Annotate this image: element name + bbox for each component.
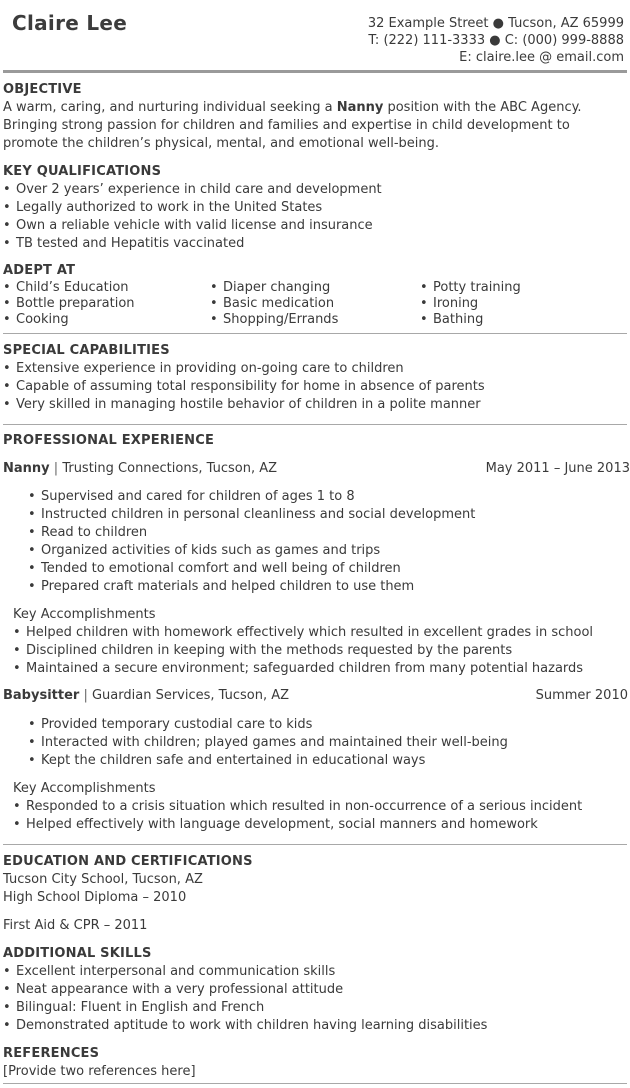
- job-title: Babysitter: [3, 688, 80, 703]
- list-item: • TB tested and Hepatitis vaccinated: [3, 235, 628, 253]
- references-text: [Provide two references here]: [3, 1064, 196, 1079]
- job-dates: Summer 2010: [535, 688, 628, 703]
- job-dates: May 2011 – June 2013: [485, 461, 630, 476]
- list-item: • Own a reliable vehicle with valid license and insurance: [3, 217, 628, 235]
- list-item: • Neat appearance with a very professional attitude: [3, 981, 628, 999]
- experience-heading: PROFESSIONAL EXPERIENCE: [3, 433, 215, 448]
- address: 32 Example Street ● Tucson, AZ 65999: [367, 16, 624, 31]
- experience-heading-wrap: [3, 432, 628, 450]
- list-item: • Over 2 years’ experience in child care and development: [3, 181, 628, 199]
- list-item: • Very skilled in managing hostile behavior of children in a polite manner: [3, 396, 628, 414]
- list-item: • Interacted with children; played games and maintained their well-being: [28, 734, 508, 752]
- list-item: • Bathing: [420, 312, 521, 328]
- certification: First Aid & CPR – 2011: [3, 918, 148, 933]
- list-item: • Provided temporary custodial care to kids: [28, 716, 508, 734]
- skills-column: [3, 280, 135, 328]
- list-item: • Disciplined children in keeping with the methods requested by the parents: [13, 642, 593, 660]
- list-item: • Kept the children safe and entertained in educational ways: [28, 752, 508, 770]
- section-divider: [3, 424, 627, 425]
- additional-skills-heading: ADDITIONAL SKILLS: [3, 946, 152, 961]
- adept-at-section: [3, 262, 628, 328]
- special-capabilities-heading: SPECIAL CAPABILITIES: [3, 343, 170, 358]
- job-header: [3, 687, 630, 705]
- accomplishments-title: Key Accomplishments: [13, 781, 156, 796]
- list-item: • Responded to a crisis situation which resulted in non-occurrence of a serious incident: [13, 798, 582, 816]
- list-item: • Extensive experience in providing on-going care to children: [3, 360, 628, 378]
- candidate-name: Claire Lee: [12, 11, 128, 35]
- list-item: • Bilingual: Fluent in English and French: [3, 999, 628, 1017]
- list-item: • Instructed children in personal cleanliness and social development: [28, 506, 475, 524]
- footer-divider: [3, 1083, 627, 1084]
- resume-header: [0, 0, 630, 72]
- additional-skills-section: [3, 945, 628, 1035]
- references-section: [3, 1045, 628, 1081]
- school: Tucson City School, Tucson, AZ: [3, 872, 203, 887]
- skills-grid: [3, 280, 628, 328]
- list-item: • Basic medication: [210, 296, 338, 312]
- list-item: • Helped children with homework effectively which resulted in excellent grades in school: [13, 624, 593, 642]
- job-header: [3, 460, 630, 478]
- phone-numbers: T: (222) 111-3333 ● C: (000) 999-8888: [368, 33, 624, 48]
- section-divider: [3, 333, 627, 334]
- list-item: • Capable of assuming total responsibility for home in absence of parents: [3, 378, 628, 396]
- job-title: Nanny: [3, 461, 50, 476]
- list-item: • Maintained a secure environment; safeguarded children from many potential hazards: [13, 660, 593, 678]
- list-item: • Excellent interpersonal and communication skills: [3, 963, 628, 981]
- separator: |: [53, 461, 59, 476]
- section-divider: [3, 844, 627, 845]
- adept-at-heading: ADEPT AT: [3, 263, 76, 278]
- objective-heading: OBJECTIVE: [3, 82, 82, 97]
- contact-info: [368, 15, 624, 66]
- objective-position: Nanny: [336, 100, 384, 115]
- job-employer: Guardian Services, Tucson, AZ: [91, 688, 290, 703]
- list-item: • Ironing: [420, 296, 521, 312]
- accomplishments-list: [13, 624, 593, 678]
- diploma: High School Diploma – 2010: [3, 890, 187, 905]
- accomplishments-title: Key Accomplishments: [13, 607, 156, 622]
- list-item: • Tended to emotional comfort and well being of children: [28, 560, 475, 578]
- list-item: • Read to children: [28, 524, 475, 542]
- list-item: • Potty training: [420, 280, 521, 296]
- list-item: • Prepared craft materials and helped children to use them: [28, 578, 475, 596]
- email: E: claire.lee @ email.com: [459, 50, 624, 65]
- list-item: • Cooking: [3, 312, 135, 328]
- key-qualifications-heading: KEY QUALIFICATIONS: [3, 164, 162, 179]
- job-tasks: [28, 716, 508, 770]
- list-item: • Bottle preparation: [3, 296, 135, 312]
- job-tasks: [28, 488, 475, 596]
- education-heading: EDUCATION AND CERTIFICATIONS: [3, 854, 253, 869]
- header-divider: [3, 70, 627, 73]
- list-item: • Helped effectively with language development, social manners and homework: [13, 816, 582, 834]
- accomplishments-list: [13, 798, 582, 834]
- objective-line: promote the children’s physical, mental, and emotional well-being.: [3, 136, 440, 151]
- references-heading: REFERENCES: [3, 1046, 100, 1061]
- skills-column: [420, 280, 521, 328]
- objective-line: Bringing strong passion for children and families and expertise in child development to: [3, 118, 570, 133]
- education-section: [3, 853, 628, 935]
- list-item: • Shopping/Errands: [210, 312, 338, 328]
- key-qualifications-section: [3, 163, 628, 253]
- list-item: • Supervised and cared for children of ages 1 to 8: [28, 488, 475, 506]
- list-item: • Demonstrated aptitude to work with children having learning disabilities: [3, 1017, 628, 1035]
- job-employer: Trusting Connections, Tucson, AZ: [62, 461, 278, 476]
- objective-section: [3, 81, 628, 153]
- special-capabilities-section: [3, 342, 628, 414]
- skills-column: [210, 280, 338, 328]
- list-item: • Organized activities of kids such as games and trips: [28, 542, 475, 560]
- list-item: • Child’s Education: [3, 280, 135, 296]
- list-item: • Legally authorized to work in the United States: [3, 199, 628, 217]
- list-item: • Diaper changing: [210, 280, 338, 296]
- separator: |: [83, 688, 88, 703]
- objective-line: A warm, caring, and nurturing individual seeking a Nanny position with the ABC Agency.: [3, 100, 582, 115]
